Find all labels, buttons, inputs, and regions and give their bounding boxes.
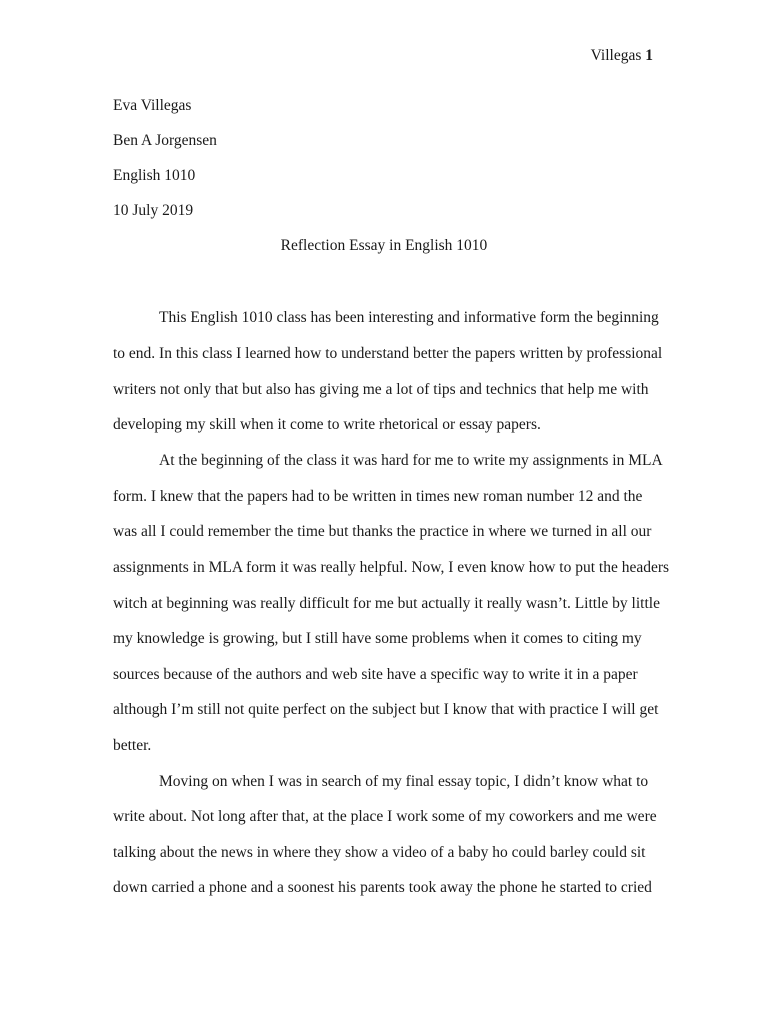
page-number: 1 <box>645 47 653 64</box>
paragraph-line: developing my skill when it come to write rhetorical or essay papers. <box>113 416 541 433</box>
paragraph-line: At the beginning of the class it was hard for me to write my assignments in MLA <box>159 452 663 469</box>
paragraph-line: my knowledge is growing, but I still have some problems when it comes to citing my <box>113 630 642 647</box>
paragraph-line: writers not only that but also has giving me a lot of tips and technics that help me with <box>113 381 649 398</box>
paragraph-line: Moving on when I was in search of my final essay topic, I didn’t know what to <box>159 773 649 790</box>
paragraph-line: down carried a phone and a soonest his parents took away the phone he started to cried <box>113 879 652 896</box>
paragraph-line: witch at beginning was really difficult for me but actually it really wasn’t. Little by little <box>113 595 660 612</box>
paragraph-line: although I’m still not quite perfect on the subject but I know that with practice I will get <box>113 701 659 718</box>
paragraph-line: was all I could remember the time but thanks the practice in where we turned in all our <box>113 523 652 540</box>
essay-title: Reflection Essay in English 1010 <box>280 237 488 254</box>
course-name: English 1010 <box>113 167 196 184</box>
instructor-name: Ben A Jorgensen <box>113 132 217 149</box>
paragraph-line: This English 1010 class has been interesting and informative form the beginning <box>159 309 659 326</box>
running-header <box>591 46 653 66</box>
paragraph-line: to end. In this class I learned how to understand better the papers written by professional <box>113 345 663 362</box>
paragraph-line: talking about the news in where they show a video of a baby ho could barley could sit <box>113 844 646 861</box>
student-name: Eva Villegas <box>113 97 192 114</box>
header-surname: Villegas <box>590 47 642 64</box>
paragraph-line: assignments in MLA form it was really helpful. Now, I even know how to put the headers <box>113 559 670 576</box>
paragraph-line: sources because of the authors and web site have a specific way to write it in a paper <box>113 666 638 683</box>
paragraph-line: better. <box>113 737 152 754</box>
essay-date: 10 July 2019 <box>113 202 194 219</box>
paragraph-line: form. I knew that the papers had to be written in times new roman number 12 and the <box>113 488 643 505</box>
paragraph-line: write about. Not long after that, at the place I work some of my coworkers and me were <box>113 808 657 825</box>
